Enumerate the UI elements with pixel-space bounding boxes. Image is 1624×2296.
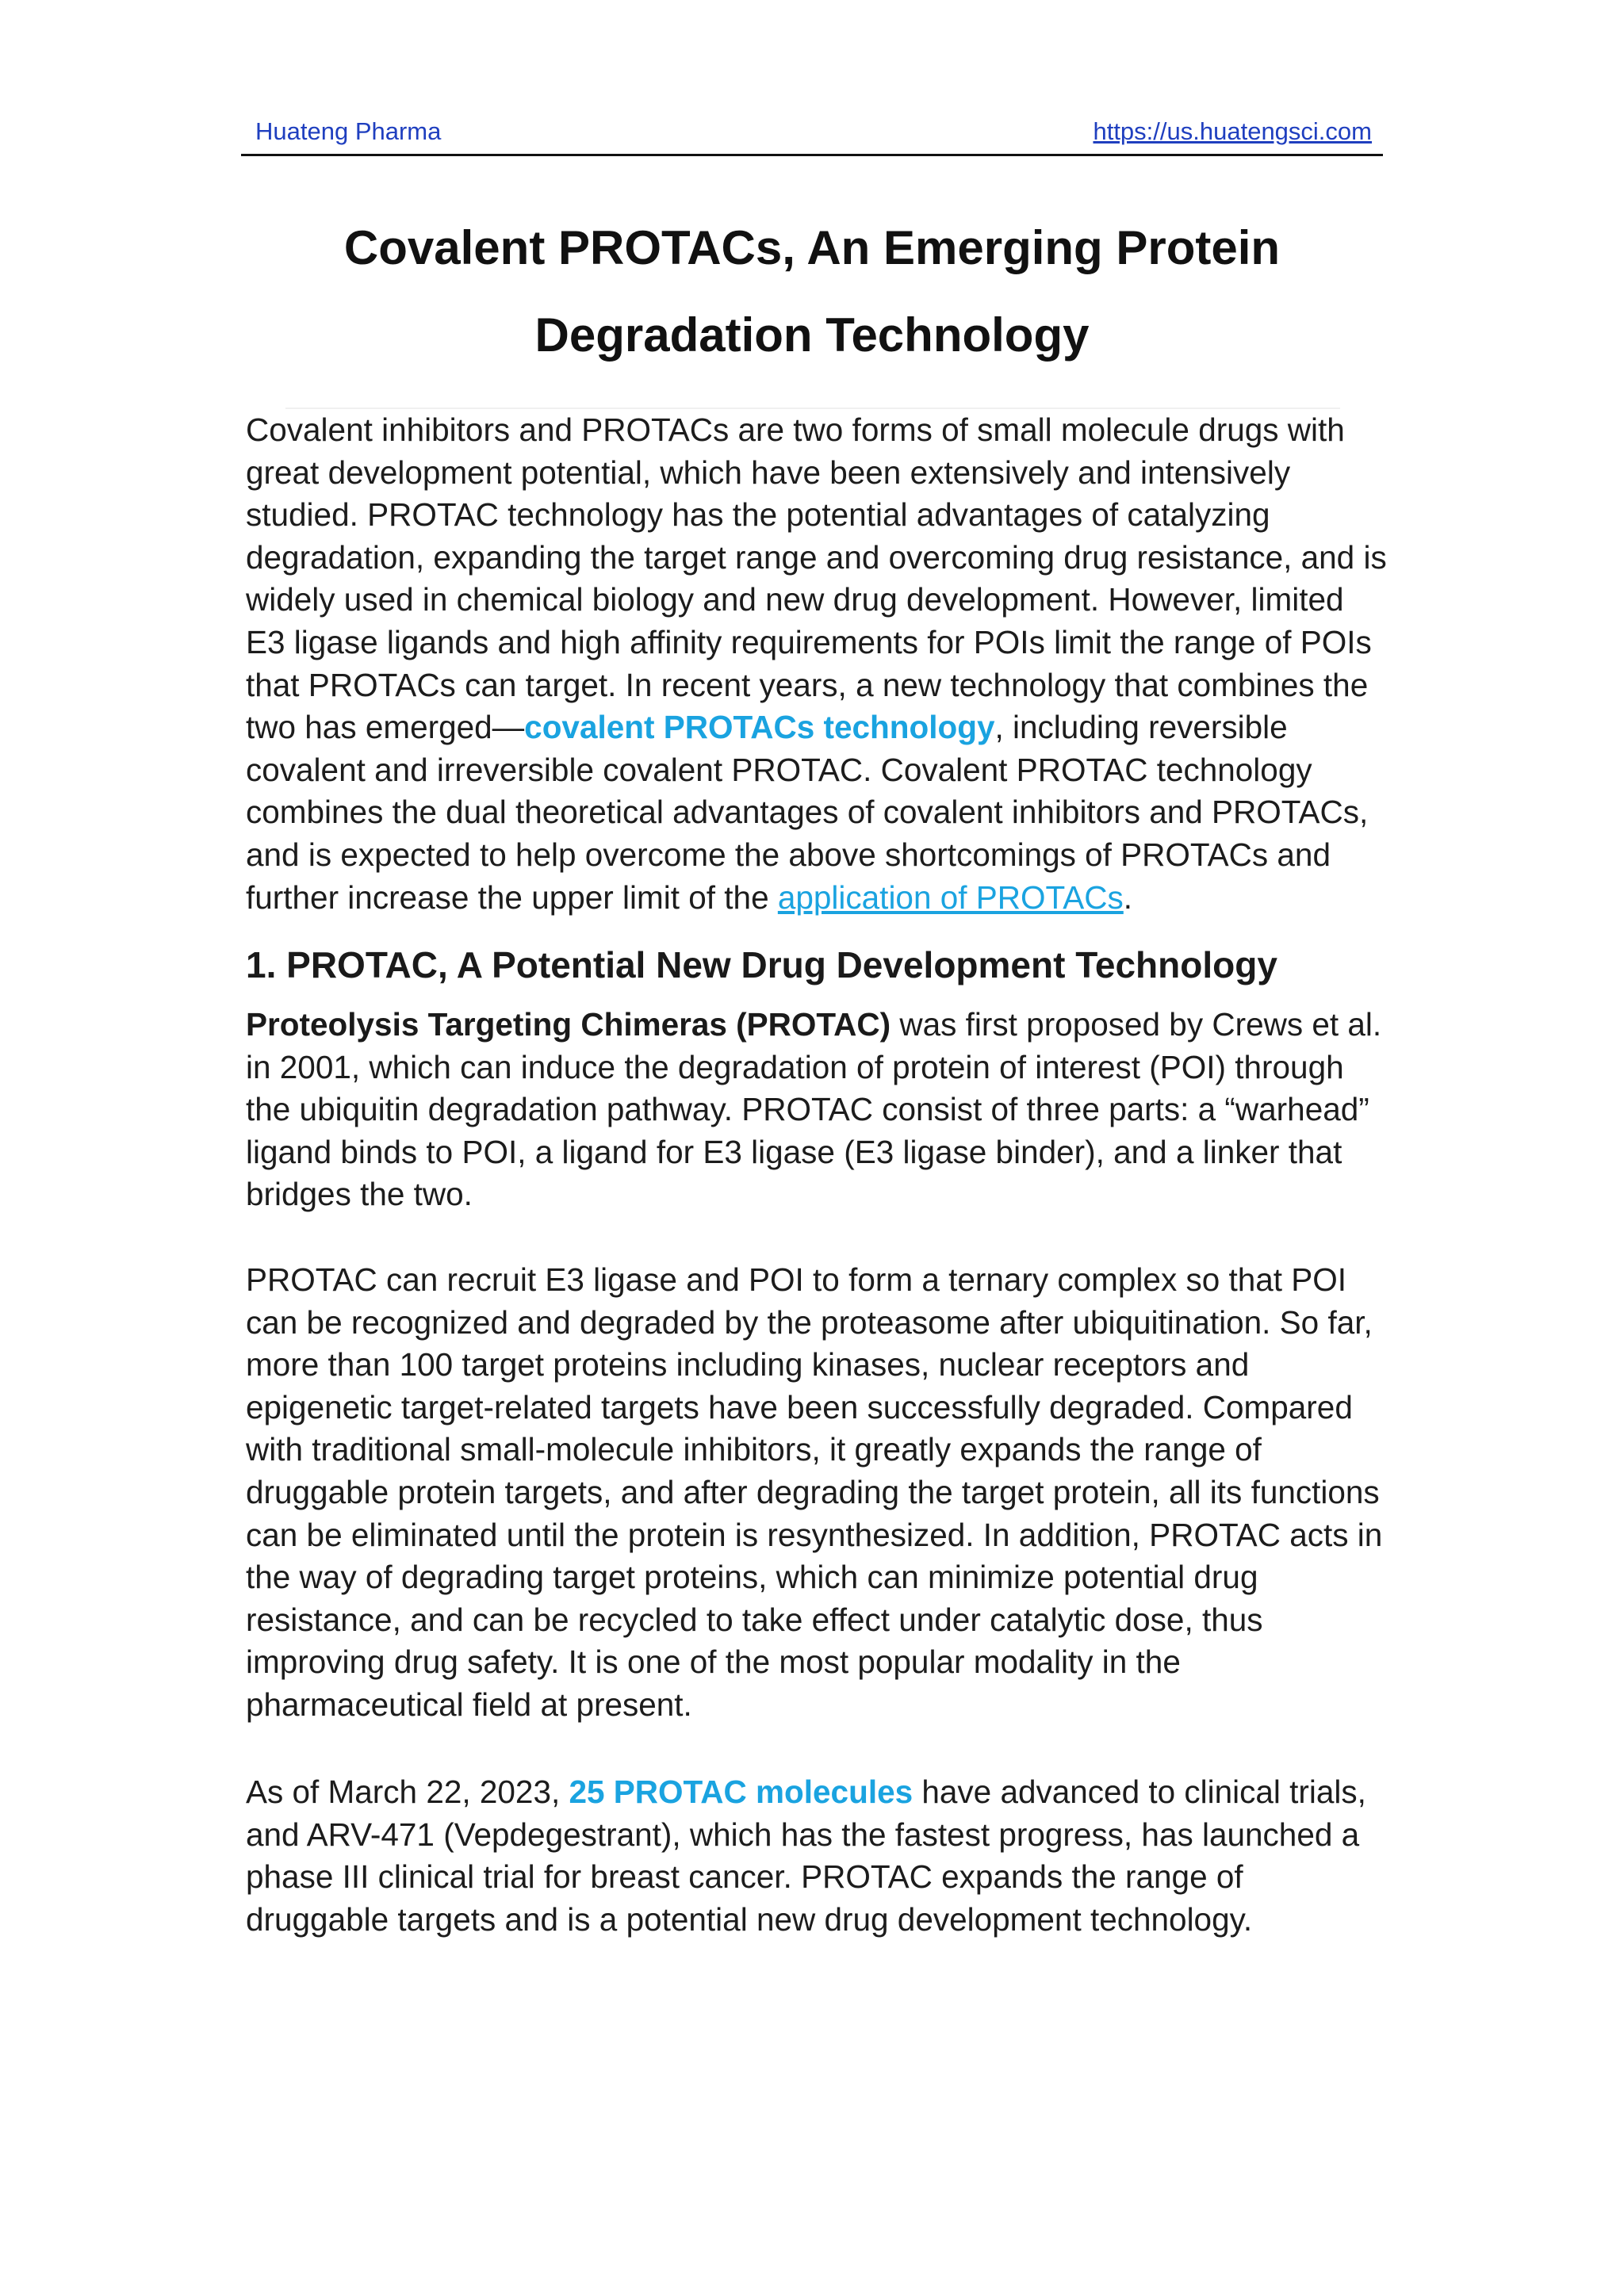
section-1-paragraph-2: PROTAC can recruit E3 ligase and POI to form a ternary complex so that POI can be recognized and degraded by the proteasome after ubiquitination. So far, more than 100 target proteins including kinases, nuclear receptors and epigenetic target-related targets have been successfully degraded. Compared with traditional small-molecule inhibitors, it greatly expands the range of druggable protein targets, and after degrading the target protein, all its functions can be eliminated until the protein is resynthesized. In addition, PROTAC acts in the way of degrading target proteins, which can minimize potential drug resistance, and can be recycled to take effect under catalytic dose, thus improving drug safety. It is one of the most popular modality in the pharmaceutical field at present. xyxy=(246,1261,1383,1723)
intro-paragraph xyxy=(246,409,1388,919)
section-1-paragraph-1 xyxy=(246,1004,1388,1216)
covalent-protacs-highlight: covalent PROTACs technology xyxy=(524,709,995,746)
section-1-paragraph-3 xyxy=(246,1771,1388,1941)
protac-term: Proteolysis Targeting Chimeras (PROTAC) xyxy=(246,1006,891,1043)
title-line-2: Degradation Technology xyxy=(534,308,1090,362)
p3-text-2: have advanced to clinical trials, and ARV-471 (Vepdegestrant), which has the fastest progress, has launched a phase III clinical trial for breast cancer. PROTAC expands the range of druggable targets and is a potential new drug development technology. xyxy=(246,1774,1366,1938)
page-header xyxy=(241,113,1383,156)
intro-text-1: Covalent inhibitors and PROTACs are two forms of small molecule drugs with great development potential, which have been extensively and intensively studied. PROTAC technology has the potential advantages of catalyzing degradation, expanding the target range and overcoming drug resistance, and is widely used in chemical biology and new drug development. However, limited E3 ligase ligands and high affinity requirements for POIs limit the range of POIs that PROTACs can target. In recent years, a new technology that combines the two has emerged— xyxy=(246,411,1387,746)
section-1-heading: 1. PROTAC, A Potential New Drug Development Technology xyxy=(246,944,1277,985)
intro-text-end: . xyxy=(1123,878,1133,916)
page-title xyxy=(241,205,1383,379)
intro-text-2: , including reversible covalent and irreversible covalent PROTAC. Covalent PROTAC technology combines the dual theoretical advantages of covalent inhibitors and PROTACs, and is expected to help overcome the above shortcomings of PROTACs and further increase the upper limit of the xyxy=(246,709,1369,916)
p1-text: was first proposed by Crews et al. in 2001, which can induce the degradation of protein of interest (POI) through the ubiquitin degradation pathway. PROTAC consist of three parts: a “warhead” ligand binds to POI, a ligand for E3 ligase (E3 ligase binder), and a linker that bridges the two. xyxy=(246,1006,1382,1213)
title-line-1: Covalent PROTACs, An Emerging Protein xyxy=(343,221,1281,274)
protac-molecules-highlight: 25 PROTAC molecules xyxy=(569,1774,914,1810)
company-name: Huateng Pharma xyxy=(255,117,442,145)
site-link[interactable]: https://us.huatengsci.com xyxy=(1093,117,1372,145)
p3-text-1: As of March 22, 2023, xyxy=(246,1774,569,1810)
application-of-protacs-link[interactable]: application of PROTACs xyxy=(777,878,1124,916)
